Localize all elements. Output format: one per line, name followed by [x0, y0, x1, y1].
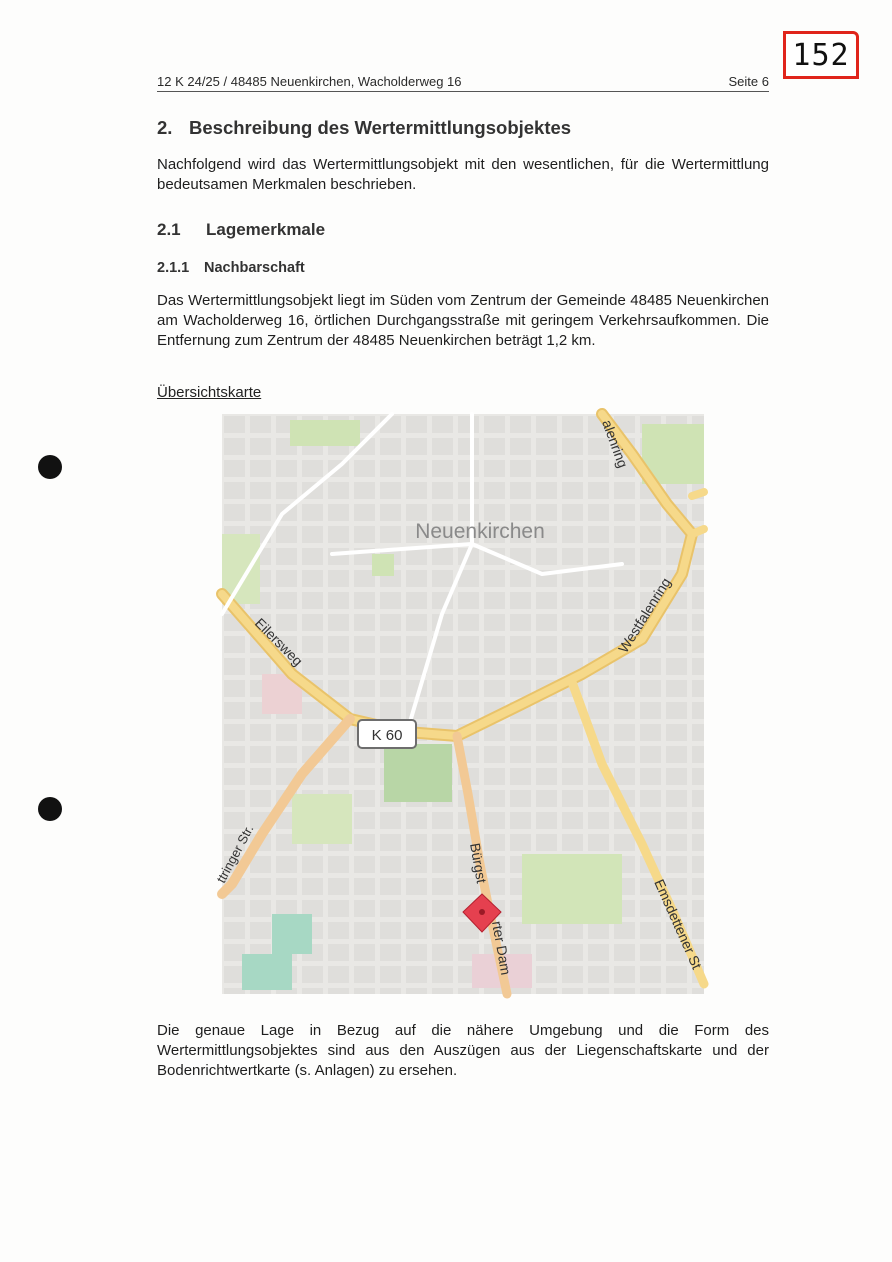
- westfalenring-label: Westfalenring: [614, 574, 674, 656]
- subsection-number: 2.1: [157, 220, 181, 239]
- section-title: Beschreibung des Wertermittlungsobjektes: [189, 117, 572, 138]
- overview-map: [213, 414, 706, 994]
- green-area: [290, 420, 360, 446]
- closing-paragraph: Die genaue Lage in Bezug auf die nähere Umgebung und die Form des Wertermittlungsobjektes sind aus den Auszügen aus der Liegenschaftskarte und der Bodenrichtwertkarte (s. Anlagen) zu ersehen.: [157, 1022, 769, 1079]
- buergst-label: Bürgst: [467, 841, 490, 885]
- westfalenring-east: [692, 529, 704, 534]
- header-page: Seite 6: [728, 74, 769, 89]
- neighbourhood-paragraph: Das Wertermittlungsobjekt liegt im Süden vom Zentrum der Gemeinde 48485 Neuenkirchen am Wacholderweg 16, örtlichen Durchgangsstraße mit geringem Verkehrsaufkommen. Die Entfernung zum Zentrum der 48485 Neuenkirchen beträgt 1,2 km.: [157, 292, 769, 349]
- green-area: [372, 554, 394, 576]
- westfalenring-north: [692, 492, 704, 496]
- k60-label: K 60: [371, 727, 403, 744]
- subsubsection-number: 2.1.1: [157, 260, 190, 276]
- subsection-title: Lagemerkmale: [206, 220, 326, 239]
- west-street-label: ttringer Str.: [213, 822, 257, 886]
- damm-label: rter Dam: [489, 919, 515, 977]
- sports-field: [242, 954, 292, 990]
- punch-hole-mark: [38, 797, 62, 821]
- subsection-heading: [157, 220, 325, 240]
- header-reference: 12 K 24/25 / 48485 Neuenkirchen, Wacholderweg 16: [157, 74, 462, 89]
- emsdettener-label: Emsdettener St: [651, 876, 706, 972]
- k60-road-badge: [358, 720, 416, 748]
- green-area: [292, 794, 352, 844]
- map-graphic: [213, 414, 706, 994]
- page-header: [157, 74, 769, 92]
- westfalenring-top-label: alenring: [599, 417, 632, 470]
- subsubsection-title: Nachbarschaft: [204, 260, 305, 276]
- section-number: 2.: [157, 117, 173, 138]
- town-label: Neuenkirchen: [415, 520, 545, 543]
- map-caption: Übersichtskarte: [157, 384, 262, 401]
- punch-hole-mark: [38, 455, 62, 479]
- section-intro: Nachfolgend wird das Wertermittlungsobjekt mit den wesentlichen, für die Wertermittlung bedeutsamen Merkmalen beschrieben.: [157, 156, 769, 193]
- sports-field: [272, 914, 312, 954]
- cemetery-area: [384, 744, 452, 802]
- section-heading: [157, 117, 571, 139]
- page-number-stamp: 152: [783, 31, 859, 79]
- subsubsection-heading: [157, 260, 305, 276]
- eilersweg-label: Eilersweg: [251, 614, 307, 670]
- green-area: [522, 854, 622, 924]
